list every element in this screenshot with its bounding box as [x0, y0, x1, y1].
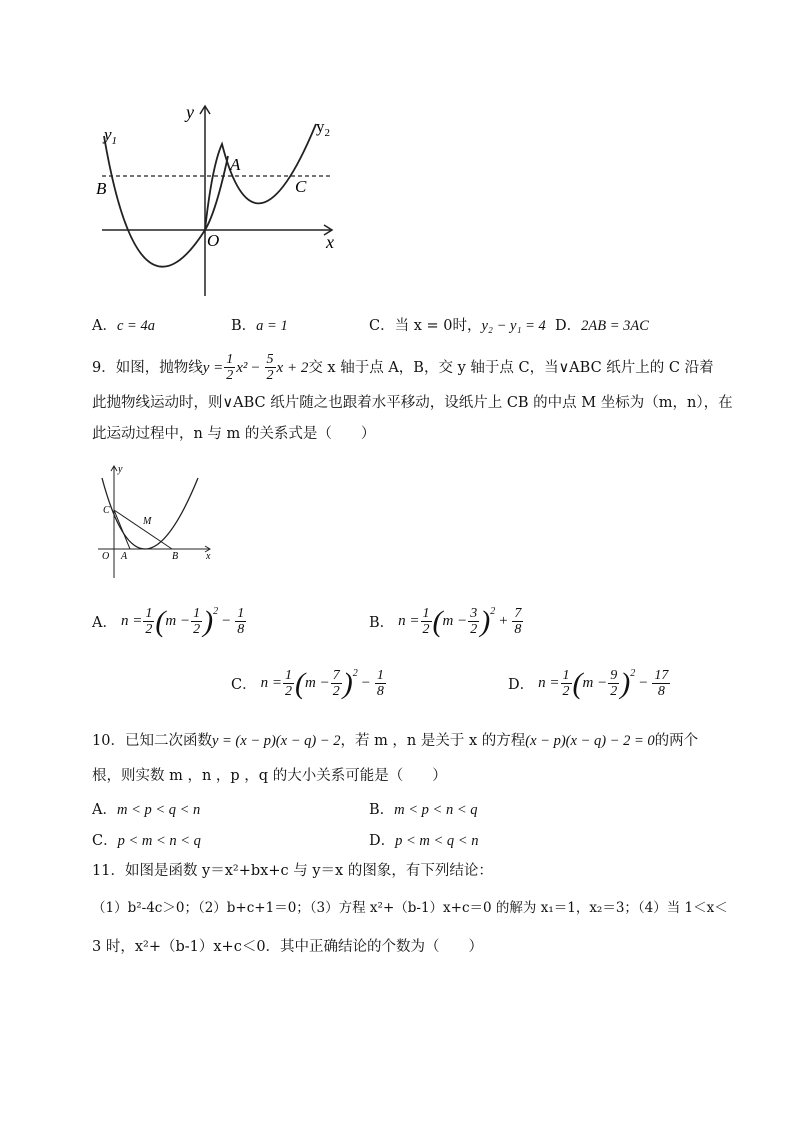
q9-option-b[interactable]: [369, 606, 524, 637]
option-text: 当 x = 0时，: [394, 318, 482, 334]
frac-num: 5: [266, 352, 274, 367]
q9-option-d[interactable]: [508, 668, 671, 699]
option-math: m < p < q < n: [116, 802, 201, 818]
y-axis-label: y: [118, 464, 123, 475]
option-math: c = 4a: [116, 318, 155, 334]
fraction: [652, 668, 670, 699]
q10-prefix: 10．已知二次函数: [92, 733, 212, 749]
q8-option-b[interactable]: [231, 314, 288, 335]
q11-line2: （1）b²-4c＞0；（2）b+c+1＝0；（3）方程 x²+（b-1）x+c＝0 的解为 x₁＝1，x₂＝3；（4）当 1＜x＜: [92, 900, 728, 916]
frac-num: 1: [145, 606, 153, 621]
frac-num: 1: [226, 352, 234, 367]
option-math: p < m < q < n: [395, 833, 479, 849]
q10-middle: ，若 m ，n 是关于 x 的方程: [340, 733, 526, 749]
option-label: C．: [369, 318, 395, 334]
fraction: [512, 606, 523, 637]
frac-den: 2: [226, 368, 234, 383]
eq-rest: x + 2: [276, 359, 309, 376]
paren-close: ): [342, 666, 353, 700]
q8-option-c[interactable]: [369, 314, 546, 335]
n-eq: n =: [398, 613, 420, 629]
option-label: A．: [92, 802, 117, 818]
frac-den: 8: [657, 684, 665, 699]
option-label: D．: [508, 677, 535, 693]
q8-option-a[interactable]: [92, 314, 155, 335]
m-minus: m −: [442, 613, 468, 629]
m-minus: m −: [582, 675, 608, 691]
sign: +: [498, 613, 509, 629]
option-label: A．: [92, 615, 117, 631]
q9-figure: [90, 460, 220, 584]
point-c-label: C: [295, 177, 307, 196]
fraction: [331, 668, 342, 699]
point-b-label: B: [96, 179, 107, 198]
point-a-label: A: [230, 155, 241, 174]
fraction: [265, 352, 276, 383]
exponent: 2: [630, 668, 636, 679]
q9-line1-suffix: 交 x 轴于点 A，B，交 y 轴于点 C，当∨ABC 纸片上的 C 沿着: [308, 359, 714, 376]
frac-den: 2: [422, 622, 430, 637]
fraction: [235, 606, 246, 637]
paren-close: ): [203, 604, 214, 638]
option-label: D．: [555, 318, 582, 334]
q8-option-d[interactable]: [555, 314, 649, 335]
exponent: 2: [213, 606, 219, 617]
option-label: B．: [369, 615, 395, 631]
option-math: y₂ − y₁ = 4: [481, 318, 546, 334]
q10-line2: 根，则实数 m ，n ，p ，q 的大小关系可能是（ ）: [92, 768, 447, 784]
q8-figure: [90, 96, 350, 301]
q11-line1: 11．如图是函数 y＝x²+bx+c 与 y＝x 的图象，有下列结论：: [92, 863, 493, 879]
frac-den: 8: [237, 622, 245, 637]
frac-num: 1: [237, 606, 245, 621]
eq-y: y =: [202, 359, 224, 376]
frac-den: 2: [470, 622, 478, 637]
option-label: D．: [369, 833, 396, 849]
paren-open: (: [572, 666, 583, 700]
frac-den: 8: [376, 684, 384, 699]
fraction: [283, 668, 294, 699]
fraction: [561, 668, 572, 699]
q10-option-b[interactable]: [369, 798, 477, 819]
option-label: C．: [92, 833, 118, 849]
frac-num: 1: [562, 668, 570, 683]
n-eq: n =: [260, 675, 282, 691]
point-c-label: C: [103, 505, 110, 516]
q10-option-c[interactable]: [92, 829, 201, 850]
q9-option-c[interactable]: [231, 668, 387, 699]
frac-den: 2: [266, 368, 274, 383]
fraction: [191, 606, 202, 637]
frac-num: 7: [514, 606, 522, 621]
q10-option-a[interactable]: [92, 798, 200, 819]
option-math: 2AB = 3AC: [581, 318, 649, 334]
q9-line1: [92, 352, 714, 383]
curve1-label: $y_1$: [104, 125, 118, 147]
eq-x2: x²: [236, 359, 248, 376]
option-label: B．: [369, 802, 395, 818]
q9-line2: 此抛物线运动时，则∨ABC 纸片随之也跟着水平移动，设纸片上 CB 的中点 M 坐标为（m，n），在: [92, 395, 733, 411]
paren-close: ): [620, 666, 631, 700]
frac-num: 17: [654, 668, 669, 683]
option-math: a = 1: [256, 318, 288, 334]
frac-num: 7: [332, 668, 340, 683]
frac-den: 2: [284, 684, 292, 699]
fraction: [143, 606, 154, 637]
frac-num: 1: [422, 606, 430, 621]
option-formula: [538, 668, 671, 699]
q9-line1-prefix: 9．如图，抛物线: [92, 359, 203, 376]
frac-num: 1: [376, 668, 384, 683]
q9-option-a[interactable]: [92, 606, 247, 637]
fraction: [608, 668, 619, 699]
option-formula: [121, 606, 247, 637]
frac-den: 2: [562, 684, 570, 699]
y-axis-label: y: [186, 102, 194, 122]
sign: −: [638, 675, 649, 691]
eq-minus: −: [250, 359, 261, 376]
frac-den: 2: [193, 622, 201, 637]
paren-open: (: [294, 666, 305, 700]
frac-den: 2: [332, 684, 340, 699]
frac-num: 9: [610, 668, 618, 683]
curve2-label: $y_2$: [316, 117, 330, 139]
frac-num: 1: [193, 606, 201, 621]
frac-den: 2: [145, 622, 153, 637]
option-label: C．: [231, 677, 257, 693]
x-axis-label: x: [326, 232, 334, 252]
paren-open: (: [155, 604, 166, 638]
point-m-label: M: [143, 516, 152, 527]
q10-option-d[interactable]: [369, 829, 478, 850]
option-label: A．: [92, 318, 117, 334]
exponent: 2: [490, 606, 496, 617]
m-minus: m −: [304, 675, 330, 691]
frac-den: 2: [610, 684, 618, 699]
n-eq: n =: [120, 613, 143, 629]
q11-line3: 3 时，x²+（b-1）x+c＜0．其中正确结论的个数为（ ）: [92, 939, 484, 955]
sign: −: [221, 613, 232, 629]
option-label: B．: [231, 318, 257, 334]
origin-label: O: [207, 231, 220, 250]
point-a-label: A: [121, 551, 128, 562]
option-formula: [261, 668, 387, 699]
fraction: [468, 606, 479, 637]
x-axis-label: x: [206, 551, 211, 562]
fraction: [375, 668, 386, 699]
n-eq: n =: [538, 675, 560, 691]
paren-close: ): [480, 604, 491, 638]
fraction: [224, 352, 235, 383]
parabola: [102, 478, 198, 549]
fraction: [421, 606, 432, 637]
m-minus: m −: [165, 613, 191, 629]
q10-suffix: 的两个: [654, 733, 699, 749]
exponent: 2: [352, 668, 358, 679]
q9-parabola-equation: [203, 352, 309, 383]
frac-num: 1: [284, 668, 292, 683]
frac-den: 8: [514, 622, 522, 637]
sign: −: [360, 675, 371, 691]
q10-function: y = (x − p)(x − q) − 2: [211, 733, 341, 749]
q10-line1: [92, 731, 698, 751]
option-formula: [398, 606, 524, 637]
frac-num: 3: [470, 606, 478, 621]
origin-label: O: [102, 551, 110, 562]
paren-open: (: [432, 604, 443, 638]
option-math: p < m < n < q: [117, 833, 201, 849]
q9-line3: 此运动过程中，n 与 m 的关系式是（ ）: [92, 426, 376, 442]
option-math: m < p < n < q: [394, 802, 478, 818]
q10-equation: (x − p)(x − q) − 2 = 0: [525, 733, 655, 749]
point-b-label: B: [172, 551, 179, 562]
